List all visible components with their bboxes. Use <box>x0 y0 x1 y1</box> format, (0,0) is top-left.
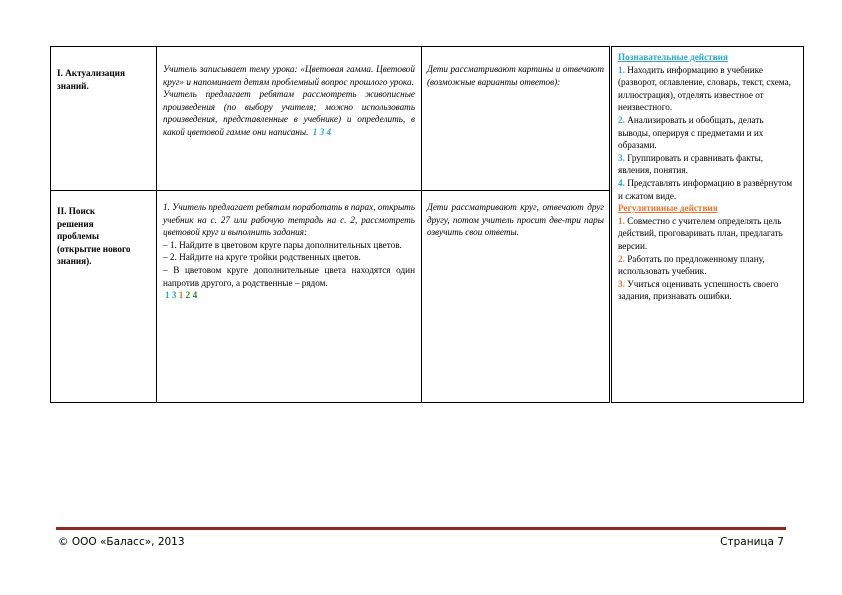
uud-code: 1 <box>312 126 318 137</box>
uud-item <box>618 278 797 303</box>
uud-item-text: Анализировать и обобщать, делать выводы, оперируя с предметами и их образами. <box>618 114 764 151</box>
teacher-activity-cell <box>157 191 422 403</box>
uud-codes <box>165 289 415 302</box>
lesson-plan-table <box>50 46 804 403</box>
uud-code: 3 <box>319 126 325 137</box>
uud-item <box>618 253 797 278</box>
stage-cell <box>51 191 157 403</box>
stage-title-line: знаний. <box>57 80 89 91</box>
teacher-activity-text <box>157 47 421 139</box>
teacher-activity-text <box>157 191 421 302</box>
uud-code: 3 <box>171 290 177 301</box>
student-activity-cell <box>422 191 611 403</box>
teacher-paragraph: 1. Учитель предлагает ребятам поработать в парах, открыть учебник на с. 27 или рабочую тетрадь на с. 2, рассмотреть цветовой круг и выполнить задания: <box>163 202 415 238</box>
stage-title <box>51 191 156 268</box>
stage-title-line: знания). <box>57 256 92 267</box>
uud-item-text: Учиться оценивать успешность своего задания, признавать ошибки. <box>618 278 779 302</box>
uud-item-number: 2. <box>618 253 625 264</box>
stage-title-line: II. Поиск <box>57 206 96 216</box>
uud-item <box>618 152 797 177</box>
stage-cell <box>51 47 157 191</box>
page-number: Страница 7 <box>720 536 784 548</box>
uud-item <box>618 114 797 152</box>
uud-item-number: 3. <box>618 278 625 289</box>
uud-item-text: Находить информацию в учебнике (разворот, оглавление, словарь, текст, схема, иллюстрация), отделять известное от неизвестного. <box>618 64 791 113</box>
student-activity-text: Дети рассматривают круг, отвечают друг другу, потом учитель просит две-три пары озвучить свои ответы. <box>427 202 604 238</box>
uud-item-number: 1. <box>618 64 625 75</box>
stage-title <box>51 47 156 92</box>
stage-title-line: решения <box>57 218 94 229</box>
task-item: – В цветовом круге дополнительные цвета находятся один напротив другого, а родственные – рядом. <box>163 264 415 288</box>
uud-cell <box>611 47 804 403</box>
teacher-paragraph: Учитель предлагает ребятам рассмотреть живописные произведения (по выбору учителя; можно использовать произведения, представленные в учебнике) и определить, в какой цветовой гамме они написаны. <box>163 89 415 137</box>
uud-code: 2 <box>185 290 191 301</box>
uud-code: 1 <box>178 290 184 301</box>
teacher-activity-cell <box>157 47 422 191</box>
uud-item-text: Группировать и сравнивать факты, явления, понятия. <box>618 152 764 176</box>
copyright-text: © ООО «Баласс», 2013 <box>58 536 185 548</box>
uud-item <box>618 64 797 114</box>
uud-item-number: 4. <box>618 177 625 188</box>
uud-item <box>618 177 797 202</box>
uud-item-text: Совместно с учителем определять цель действий, проговаривать план, предлагать версии. <box>618 215 783 251</box>
uud-code: 1 <box>165 290 170 301</box>
student-activity-cell <box>422 47 611 191</box>
stage-title-line: проблемы <box>57 231 100 242</box>
footer-divider <box>56 527 786 530</box>
regulatory-actions-heading: Регулятивные действия <box>618 203 718 214</box>
uud-list <box>612 47 803 303</box>
uud-item-number: 1. <box>618 215 625 226</box>
student-activity-text: Дети рассматривают картины и отвечают (возможные варианты ответов): <box>427 64 604 87</box>
uud-item-text: Представлять информацию в развёрнутом и сжатом виде. <box>618 177 793 201</box>
uud-code: 4 <box>326 126 332 137</box>
uud-item-number: 2. <box>618 114 625 125</box>
uud-codes <box>313 127 331 137</box>
uud-code: 4 <box>192 290 198 301</box>
stage-title-line: (открытие нового <box>57 243 131 254</box>
uud-item-text: Работать по предложенному плану, использовать учебник. <box>618 253 765 277</box>
cognitive-actions-heading: Познавательные действия <box>618 52 728 62</box>
uud-item-number: 3. <box>618 152 625 163</box>
table-row <box>51 47 804 191</box>
task-item: – 2. Найдите на круге тройки родственных цветов. <box>163 252 361 263</box>
uud-item <box>618 215 797 253</box>
teacher-paragraph: Учитель записывает тему урока: «Цветовая гамма. Цветовой круг» и напоминает детям проблемный вопрос прошлого урока. <box>163 64 415 87</box>
stage-title-line: I. Актуализация <box>57 68 125 78</box>
task-item: – 1. Найдите в цветовом круге пары дополнительных цветов. <box>163 239 402 250</box>
